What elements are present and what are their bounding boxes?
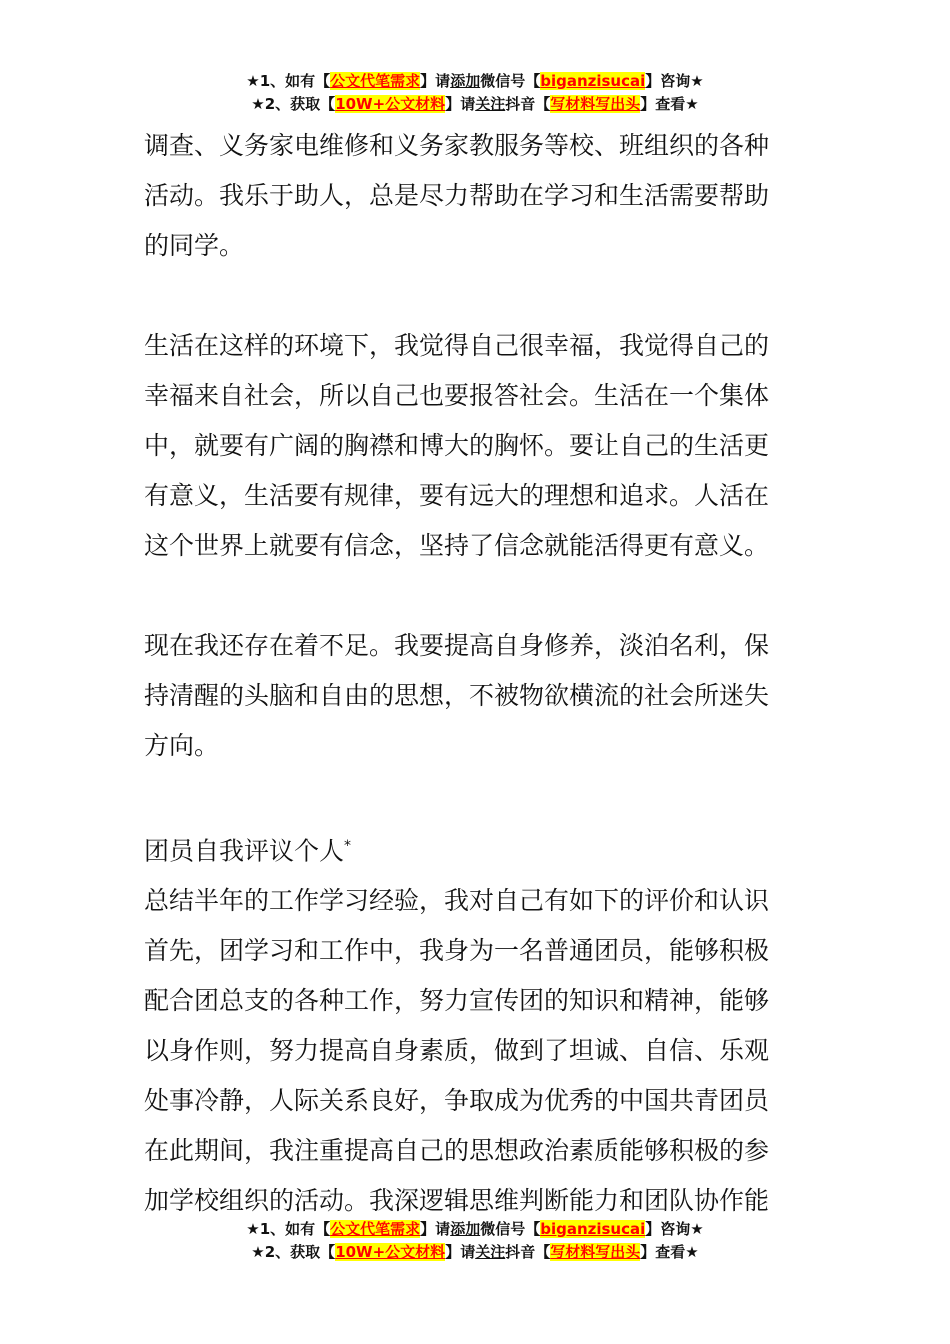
banner-line-1	[0, 1218, 950, 1241]
banner-highlight: biganzisucai	[540, 1220, 646, 1238]
paragraph-spacer	[144, 571, 809, 621]
banner-text: 】请	[420, 72, 451, 90]
section-heading-mark: *	[344, 838, 352, 854]
footer-banner	[0, 1218, 950, 1264]
banner-line-2	[0, 1241, 950, 1264]
paragraph-text-line: 这个世界上就要有信念，坚持了信念就能活得更有意义。	[144, 531, 770, 560]
banner-text: 】查看★	[640, 95, 699, 113]
banner-line-2	[0, 93, 950, 116]
banner-text: 】咨询★	[645, 72, 704, 90]
banner-line-1	[0, 70, 950, 93]
banner-text: ★1、如有【	[246, 72, 331, 90]
banner-text: 】咨询★	[645, 1220, 704, 1238]
banner-highlight: 公文代笔需求	[330, 72, 421, 90]
banner-highlight: 公文代笔需求	[330, 1220, 421, 1238]
banner-text: 】查看★	[640, 1243, 699, 1261]
banner-underlined: 关注	[475, 95, 506, 113]
banner-highlight: 写材料写出头	[550, 1243, 641, 1261]
banner-text: 抖音【	[505, 1243, 551, 1261]
paragraph-text-line: 活动。我乐于助人，总是尽力帮助在学习和生活需要帮助	[144, 181, 770, 210]
paragraph-spacer	[144, 771, 809, 821]
paragraph-text-line: 首先，团学习和工作中，我身为一名普通团员，能够积极	[144, 936, 770, 966]
paragraph-text-line: 调查、义务家电维修和义务家教服务等校、班组织的各种	[144, 131, 770, 160]
banner-text: 】请	[445, 1243, 476, 1261]
paragraph-spacer	[144, 271, 809, 321]
paragraph-text-line: 有意义，生活要有规律，要有远大的理想和追求。人活在	[144, 481, 770, 510]
banner-underlined: 添加	[450, 72, 481, 90]
document-body	[144, 121, 809, 1226]
section-heading-text: 团员自我评议个人	[144, 836, 345, 866]
paragraph-text-line: 现在我还存在着不足。我要提高自身修养，淡泊名利，保	[144, 631, 770, 660]
banner-underlined: 添加	[450, 1220, 481, 1238]
paragraph-text-line: 中，就要有广阔的胸襟和博大的胸怀。要让自己的生活更	[144, 431, 770, 460]
banner-highlight: biganzisucai	[540, 72, 646, 90]
paragraph-text-line: 加学校组织的活动。我深逻辑思维判断能力和团队协作能	[144, 1186, 770, 1216]
banner-text: 微信号【	[480, 1220, 541, 1238]
paragraph-text-line: 以身作则，努力提高自身素质，做到了坦诚、自信、乐观	[144, 1036, 770, 1066]
banner-text: ★2、获取【	[251, 1243, 336, 1261]
paragraph-text-line: 在此期间，我注重提高自己的思想政治素质能够积极的参	[144, 1136, 770, 1166]
paragraph-text-line: 配合团总支的各种工作，努力宣传团的知识和精神，能够	[144, 986, 770, 1016]
banner-text: 抖音【	[505, 95, 551, 113]
paragraph-text-line: 总结半年的工作学习经验，我对自己有如下的评价和认识	[144, 886, 770, 916]
banner-text: ★1、如有【	[246, 1220, 331, 1238]
banner-text: 】请	[420, 1220, 451, 1238]
banner-text: ★2、获取【	[251, 95, 336, 113]
section-heading	[144, 821, 809, 876]
paragraph-text-line: 持清醒的头脑和自由的思想，不被物欲横流的社会所迷失	[144, 681, 770, 710]
paragraph-text-line: 方向。	[144, 731, 220, 760]
header-banner	[0, 70, 950, 116]
banner-text: 】请	[445, 95, 476, 113]
paragraph-text-line: 幸福来自社会，所以自己也要报答社会。生活在一个集体	[144, 381, 770, 410]
paragraph-text-line: 生活在这样的环境下，我觉得自己很幸福，我觉得自己的	[144, 331, 770, 360]
banner-highlight: 10W+公文材料	[335, 95, 446, 113]
paragraph-text-line: 处事冷静，人际关系良好，争取成为优秀的中国共青团员	[144, 1086, 770, 1116]
banner-highlight: 写材料写出头	[550, 95, 641, 113]
banner-underlined: 关注	[475, 1243, 506, 1261]
banner-text: 微信号【	[480, 72, 541, 90]
paragraph-text-line: 的同学。	[144, 231, 245, 260]
banner-highlight: 10W+公文材料	[335, 1243, 446, 1261]
